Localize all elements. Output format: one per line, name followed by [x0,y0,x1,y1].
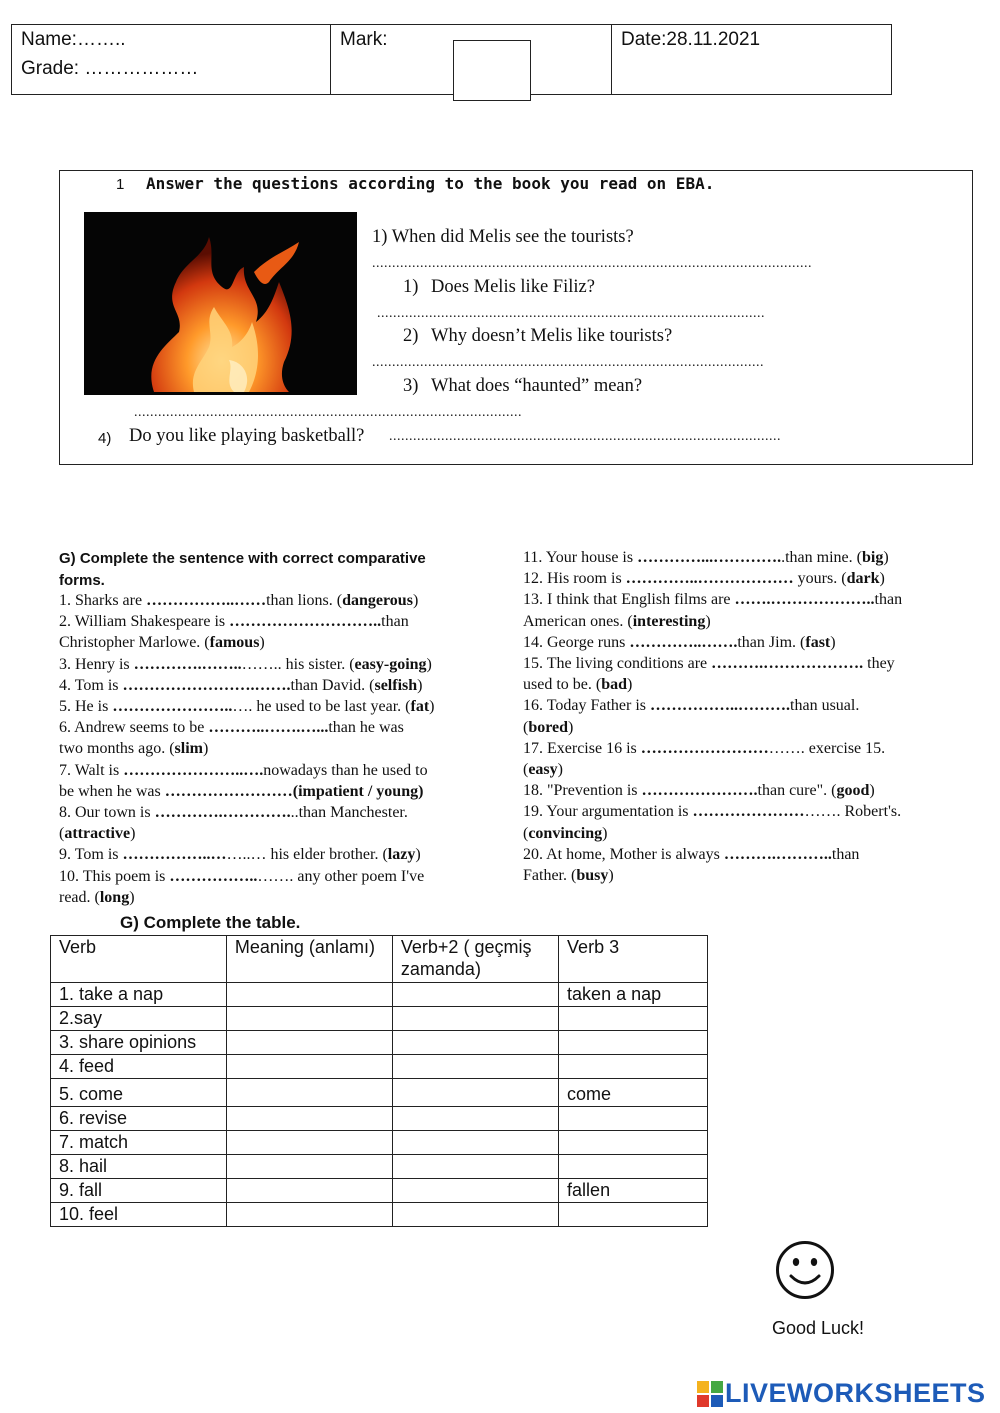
verb-cell: 9. fall [51,1179,227,1203]
meaning-cell[interactable] [226,983,392,1007]
sentence-line[interactable]: 17. Exercise 16 is …………………………. exercise 15. [523,739,886,757]
past-cell[interactable] [392,1179,558,1203]
table-row [51,983,708,1007]
v3-cell[interactable] [559,1203,708,1227]
sentence-line[interactable]: 2. William Shakespeare is ………………………..than [59,613,409,631]
v3-cell[interactable]: taken a nap [559,983,708,1007]
table-row [51,1131,708,1155]
meaning-cell[interactable] [226,1203,392,1227]
logo-icon [697,1381,723,1407]
mark-input-box[interactable] [453,40,531,101]
sentence-line: Father. (busy) [523,867,614,885]
liveworksheets-logo [697,1378,986,1409]
table-row [51,1203,708,1227]
sentence-line[interactable]: 6. Andrew seems to be ………..…….…...than he was [59,719,404,737]
past-cell[interactable] [392,1055,558,1079]
sentence-line[interactable]: 12. His room is …………..……………… yours. (dark) [523,570,885,588]
header-cell: Meaning (anlamı) [226,936,392,983]
verb-cell: 7. match [51,1131,227,1155]
answer-line[interactable]: ................................................................................................. [134,405,522,420]
mark-label: Mark: [340,29,388,50]
answer-line[interactable]: .............................................................................................................. [372,256,812,271]
v3-cell[interactable]: fallen [559,1179,708,1203]
header-divider [330,24,331,95]
sentence-line[interactable]: 3. Henry is ………….……..…….. his sister. (easy-going) [59,655,432,673]
past-cell[interactable] [392,983,558,1007]
table-row [51,1007,708,1031]
verb-cell: 4. feed [51,1055,227,1079]
sentence-line: (easy) [523,761,563,779]
header-cell: Verb [51,936,227,983]
smiley-icon [775,1240,835,1300]
v3-cell[interactable] [559,1031,708,1055]
section-number: 1 [116,176,125,193]
table-row [51,1179,708,1203]
answer-line[interactable]: ................................................................................................. [377,306,765,321]
table-row [51,1107,708,1131]
verb-cell: 6. revise [51,1107,227,1131]
good-luck-text: Good Luck! [772,1318,865,1338]
verb-table [50,935,708,1227]
header-cell: Verb+2 ( geçmiş zamanda) [392,936,558,983]
verb-cell: 2.say [51,1007,227,1031]
sentence-line[interactable]: 4. Tom is …………………….…….than David. (selfish) [59,676,423,694]
sentence-line[interactable]: 10. This poem is ……………..……. any other poem I've [59,867,425,885]
sentence-line[interactable]: 5. He is …………………..…. he used to be last year. (fat) [59,698,435,716]
past-cell[interactable] [392,1031,558,1055]
v3-cell[interactable]: come [559,1079,708,1107]
table-row [51,1155,708,1179]
sentence-line[interactable]: 16. Today Father is ……………..……….than usual. [523,697,860,715]
v3-cell[interactable] [559,1007,708,1031]
question-1: 1) When did Melis see the tourists? [372,227,634,247]
meaning-cell[interactable] [226,1007,392,1031]
header-divider [611,24,612,95]
v3-cell[interactable] [559,1131,708,1155]
grade-field[interactable]: Grade: ……………… [21,58,199,79]
question-2: Does Melis like Filiz? [431,277,595,297]
section-1-instruction: Answer the questions according to the book you read on EBA. [146,174,715,193]
sentence-line[interactable]: 1. Sharks are ……………..……than lions. (dangerous) [59,592,419,609]
answer-line[interactable]: .................................................................................................. [372,355,764,370]
comparatives-right-column [523,547,973,886]
sentence-line: (attractive) [59,825,136,843]
meaning-cell[interactable] [226,1155,392,1179]
verb-cell: 10. feel [51,1203,227,1227]
sentence-line: (bored) [523,718,574,736]
v3-cell[interactable] [559,1155,708,1179]
sentence-line[interactable]: 20. At home, Mother is always ……….………..than [523,845,860,863]
question-4: What does “haunted” mean? [431,376,643,396]
meaning-cell[interactable] [226,1131,392,1155]
sentence-line[interactable]: 13. I think that English films are …….………………..than [523,591,903,609]
sentence-line: two months ago. (slim) [59,740,209,758]
title-line: G) Complete the sentence with correct comparative [59,550,426,567]
table-row [51,1031,708,1055]
past-cell[interactable] [392,1007,558,1031]
sentence-line: American ones. (interesting) [523,612,711,630]
verb-cell: 8. hail [51,1155,227,1179]
fire-image [84,212,357,395]
question-5: Do you like playing basketball? [129,426,365,446]
past-cell[interactable] [392,1107,558,1131]
question-number: 2) [403,326,419,346]
question-number: 1) [403,277,419,297]
question-number: 4) [98,430,112,447]
table-row [51,1079,708,1107]
sentence-line[interactable]: 8. Our town is ………….…………...than Manchester. [59,804,408,822]
sentence-line[interactable]: 9. Tom is ……………..……..… his elder brother. (lazy) [59,846,421,864]
meaning-cell[interactable] [226,1179,392,1203]
answer-line[interactable]: .................................................................................................. [389,429,781,444]
meaning-cell[interactable] [226,1055,392,1079]
comparatives-left-column [59,590,499,908]
sentence-line[interactable]: 11. Your house is …………...…………..than mine. (big) [523,549,889,566]
sentence-line: read. (long) [59,888,135,906]
question-number: 3) [403,376,419,396]
past-cell[interactable] [392,1079,558,1107]
sentence-line[interactable]: 15. The living conditions are ……….………………. they [523,655,895,673]
sentence-line[interactable]: be when he was ……………………(impatient / young) [59,782,424,800]
verb-cell: 5. come [51,1079,227,1107]
table-row [51,1055,708,1079]
name-field[interactable]: Name:…….. [21,29,126,50]
table-title: G) Complete the table. [120,913,301,932]
meaning-cell[interactable] [226,1031,392,1055]
sentence-line: used to be. (bad) [523,676,633,694]
fire-icon [84,212,357,395]
sentence-line[interactable]: 7. Walt is …………………..….nowadays than he used to [59,761,428,779]
verb-cell: 1. take a nap [51,983,227,1007]
meaning-cell[interactable] [226,1079,392,1107]
past-cell[interactable] [392,1203,558,1227]
v3-cell[interactable] [559,1107,708,1131]
sentence-line[interactable]: 18. "Prevention is ………………….than cure". (good) [523,782,875,800]
table-header-row [51,936,708,983]
logo-text: LIVEWORKSHEETS [725,1378,986,1408]
past-cell[interactable] [392,1155,558,1179]
past-cell[interactable] [392,1131,558,1155]
title-line: forms. [59,572,105,589]
v3-cell[interactable] [559,1055,708,1079]
sentence-line[interactable]: 14. George runs …………..…….than Jim. (fast) [523,633,836,651]
meaning-cell[interactable] [226,1107,392,1131]
date-label: Date:28.11.2021 [621,29,761,50]
verb-cell: 3. share opinions [51,1031,227,1055]
sentence-line: (convincing) [523,824,608,842]
header-cell: Verb 3 [559,936,708,983]
question-3: Why doesn’t Melis like tourists? [431,326,673,346]
comparatives-title [59,548,426,592]
sentence-line[interactable]: 19. Your argumentation is ………………………. Robert's. [523,803,902,821]
sentence-line: Christopher Marlowe. (famous) [59,634,265,652]
